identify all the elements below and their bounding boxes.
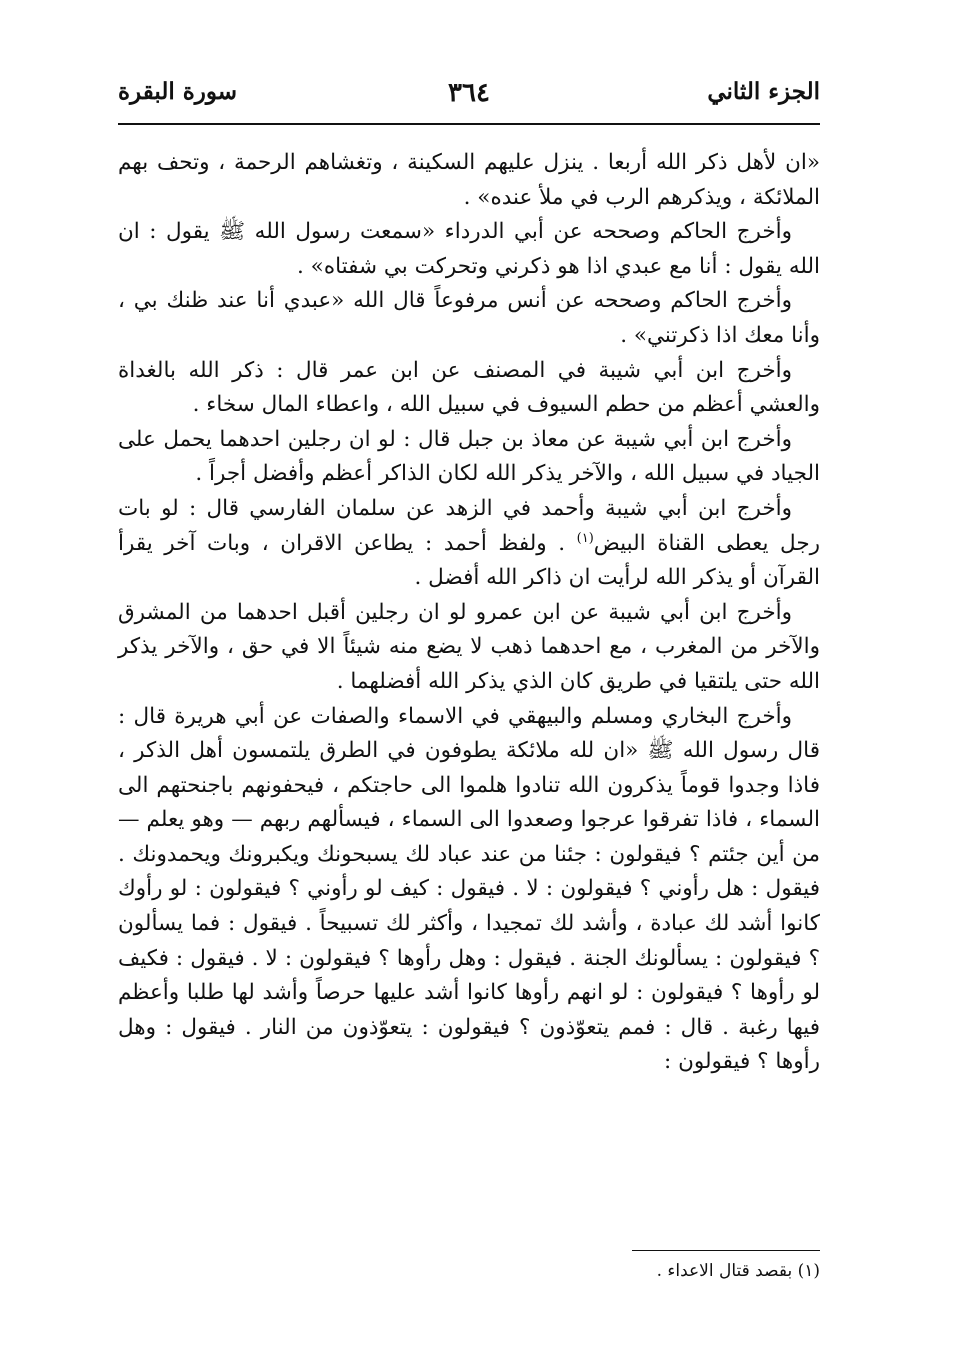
- paragraph: وأخرج ابن أبي شيبة عن معاذ بن جبل قال : لو ان رجلين احدهما يحمل على الجياد في سبيل الله ، والآخر يذكر الله لكان الذاكر أعظم وأفضل أجراً .: [118, 426, 820, 487]
- paragraph: وأخرج الحاكم وصححه عن أبي الدرداء «سمعت رسول الله ﷺ يقول : ان الله يقول : أنا مع عبدي اذا هو ذكرني وتحركت بي شفتاه» .: [118, 219, 820, 279]
- paragraph: وأخرج ابن أبي شيبة في المصنف عن ابن عمر قال : ذكر الله بالغداة والعشي أعظم من حطم السيوف في سبيل الله ، واعطاء المال سخاء .: [118, 357, 820, 418]
- paragraph-text: . ولفظ أحمد : يطاعن الاقران ، وبات آخر يقرأ القرآن أو يذكر الله لرأيت ان ذاكر الله أفضل .: [118, 530, 820, 591]
- paragraph: وأخرج الحاكم وصححه عن أنس مرفوعاً قال الله «عبدي أنا عند ظنك بي ، وأنا معك اذا ذكرتني» .: [118, 288, 820, 348]
- paragraph: [118, 492, 820, 596]
- part-title: الجزء الثاني: [707, 78, 820, 105]
- page-header: [118, 72, 820, 122]
- header-rule: [118, 123, 820, 125]
- main-text: [118, 146, 820, 1080]
- paragraph: وأخرج البخاري ومسلم والبيهقي في الاسماء والصفات عن أبي هريرة قال : قال رسول الله ﷺ «ان لله ملائكة يطوفون في الطرق يلتمسون أهل الذكر ، فاذا وجدوا قوماً يذكرون الله تنادوا هلموا الى حاجتكم ، فيحفونهم باجنحتهم الى السماء ، فاذا تفرقوا عرجوا وصعدوا الى السماء ، فيسألهم ربهم — وهو يعلم — من أين جئتم ؟ فيقولون : جئنا من عند عباد لك يسبحونك ويكبرونك ويحمدونك . فيقول : هل رأوني ؟ فيقولون : لا . فيقول : كيف لو رأوني ؟ فيقولون : لو رأوك كانوا أشد لك عبادة ، وأشد لك تمجيدا ، وأكثر لك تسبيحاً . فيقول : فما يسألون ؟ فيقولون : يسألونك الجنة . فيقول : وهل رأوها ؟ فيقولون : لا . فيقول : فكيف لو رأوها ؟ فيقولون : لو انهم رأوها كانوا أشد عليها حرصاً وأشد لها طلبا وأعظم فيها رغبة . قال : فمم يتعوّذون ؟ فيقولون : يتعوّذون من النار . فيقول : وهل رأوها ؟ فيقولون :: [118, 703, 820, 1075]
- page-number: ٣٦٤: [448, 78, 490, 108]
- footnote: (١) بقصد قتال الاعداء .: [656, 1261, 820, 1281]
- footnote-reference: (١): [576, 530, 594, 546]
- footnote-rule: [632, 1250, 820, 1251]
- paragraph-text: وأخرج ابن أبي شيبة وأحمد في الزهد عن سلمان الفارسي قال : لو بات رجل يعطى القناة البيض: [118, 495, 820, 556]
- paragraph: «ان لأهل ذكر الله أربعا . ينزل عليهم السكينة ، وتغشاهم الرحمة ، وتحف بهم الملائكة ، ويذكرهم الرب في ملأ عنده» .: [118, 150, 820, 210]
- paragraph: وأخرج ابن أبي شيبة عن ابن عمرو لو ان رجلين أقبل احدهما من المشرق والآخر من المغرب ، مع احدهما ذهب لا يضع منه شيئاً الا في حق ، والآخر يذكر الله حتى يلتقيا في طريق كان الذي يذكر الله أفضلهما .: [118, 599, 820, 694]
- surah-title: سورة البقرة: [118, 78, 238, 105]
